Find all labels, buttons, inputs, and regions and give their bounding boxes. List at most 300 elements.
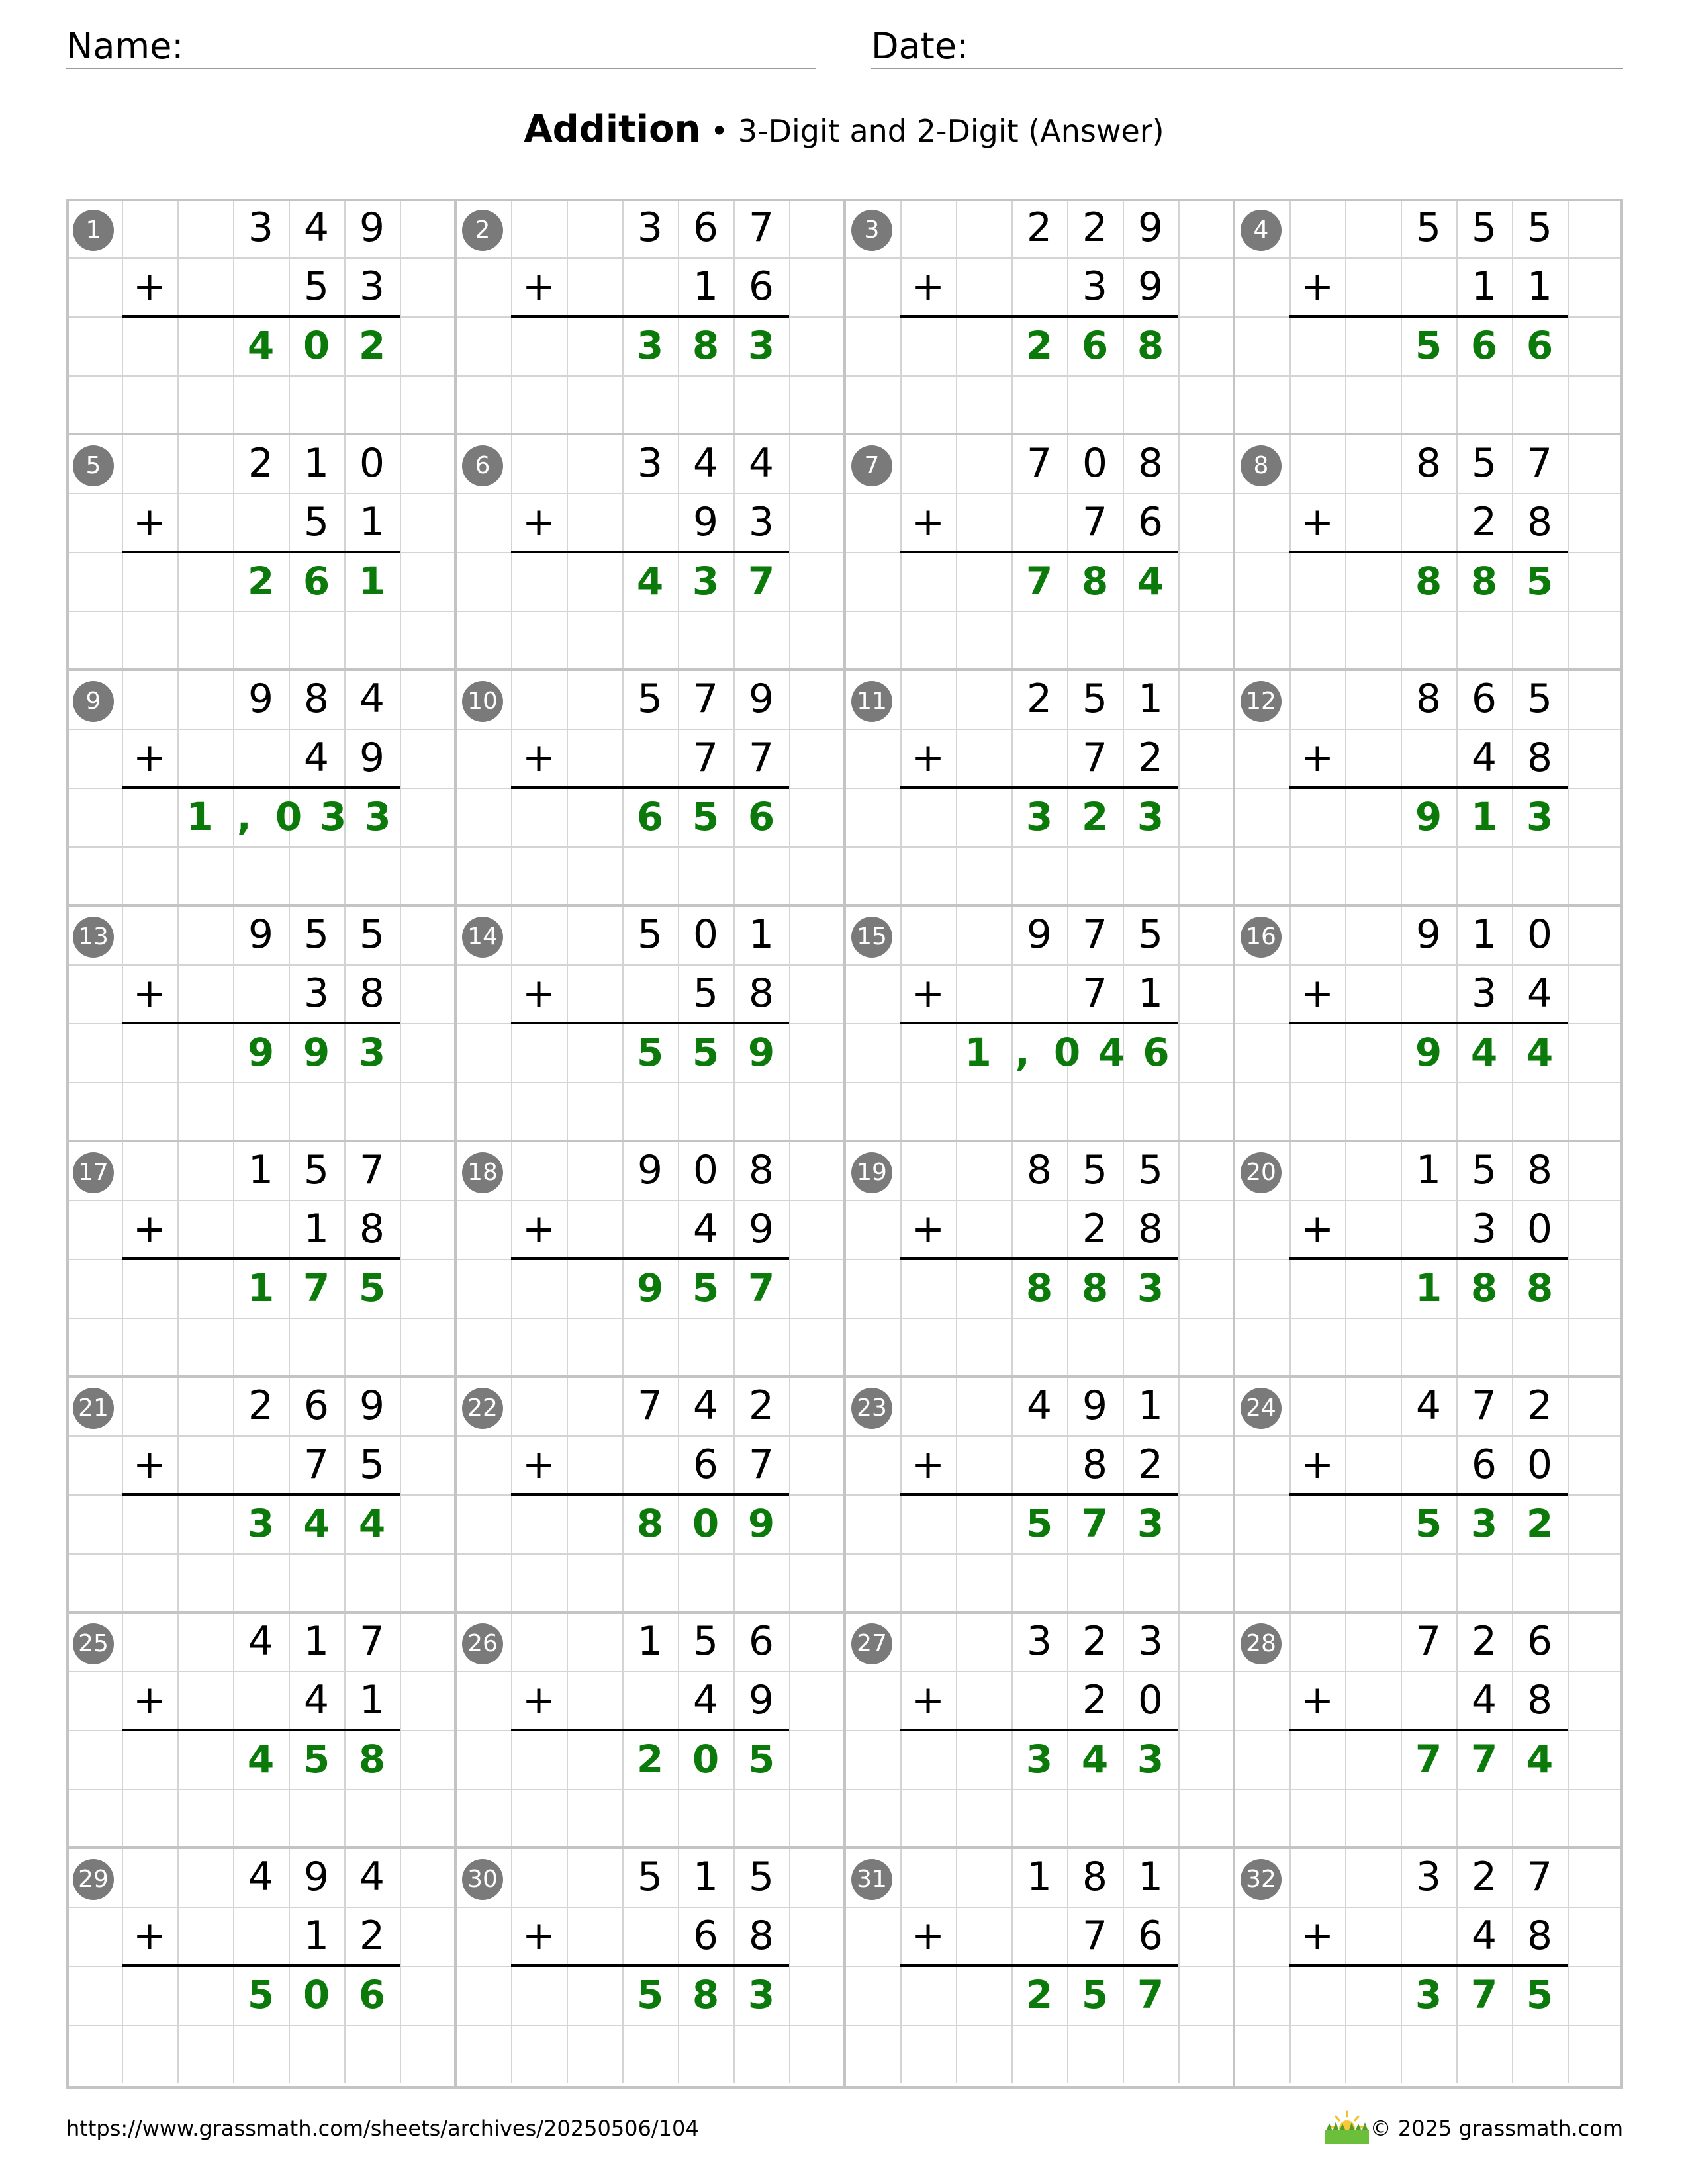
digit: 7: [747, 1265, 775, 1310]
plus-sign: +: [1300, 1441, 1335, 1488]
digit: 8: [1026, 1147, 1053, 1193]
addend-top: [567, 1612, 789, 1671]
digit: 2: [248, 1383, 274, 1429]
digit: 5: [1082, 1147, 1108, 1193]
problem-16: [1234, 905, 1623, 1141]
digit: 8: [748, 1147, 774, 1193]
addend-bottom: [1345, 964, 1568, 1023]
digit: ,: [236, 794, 252, 839]
addend-top: [1345, 1848, 1568, 1907]
digit: 1: [248, 1147, 274, 1193]
addend-top: [567, 670, 789, 729]
digit: 5: [303, 911, 330, 958]
digit: 3: [1471, 970, 1497, 1017]
digit: 9: [1137, 263, 1164, 310]
digit: 5: [636, 1030, 664, 1075]
plus-sign: +: [132, 1677, 167, 1723]
answer: [1345, 316, 1568, 375]
digit: 1: [303, 1206, 330, 1252]
digit: 7: [1082, 735, 1108, 781]
digit: 9: [747, 1501, 775, 1546]
answer: [956, 552, 1178, 611]
digit: 6: [692, 205, 719, 251]
digit: 5: [303, 263, 330, 310]
digit: 8: [1081, 559, 1109, 604]
digit: 3: [1526, 794, 1554, 839]
digit: 4: [636, 559, 664, 604]
date-field[interactable]: [871, 24, 1623, 69]
digit: 4: [1415, 1383, 1442, 1429]
digit: 5: [1415, 1501, 1442, 1546]
plus-sign: +: [132, 263, 167, 310]
problem-number-badge: 5: [73, 445, 114, 486]
problem-grid: [66, 199, 1623, 2089]
digit: 7: [1415, 1737, 1442, 1782]
addend-bottom: [177, 493, 400, 552]
digit: 4: [247, 1737, 275, 1782]
addend-bottom: [177, 729, 400, 788]
title-subtitle: • 3-Digit and 2-Digit (Answer): [710, 113, 1164, 149]
digit: 3: [1025, 1737, 1053, 1782]
problem-number-badge: 14: [462, 917, 503, 958]
plus-sign: +: [1300, 1677, 1335, 1723]
digit: 7: [1081, 1501, 1109, 1546]
digit: 0: [1526, 1206, 1553, 1252]
digit: 2: [748, 1383, 774, 1429]
digit: 5: [247, 1972, 275, 2017]
digit: 2: [1471, 1854, 1497, 1900]
digit: 3: [692, 559, 720, 604]
digit: 1: [1137, 676, 1164, 722]
answer: [177, 316, 400, 375]
addend-bottom: [1345, 1907, 1568, 1966]
digit: 3: [359, 263, 385, 310]
answer: [1345, 1023, 1568, 1082]
digit: 9: [637, 1147, 663, 1193]
digit: 6: [636, 794, 664, 839]
digit: 5: [1415, 323, 1442, 368]
digit: 3: [248, 205, 274, 251]
grass-sun-logo-icon: [1324, 2109, 1370, 2146]
answer: [567, 552, 789, 611]
plus-sign: +: [132, 970, 167, 1017]
digit: 7: [748, 205, 774, 251]
digit: 9: [1137, 205, 1164, 251]
digit: 7: [1471, 1383, 1497, 1429]
answer: [567, 1259, 789, 1318]
addend-bottom: [567, 1200, 789, 1259]
digit: 6: [1137, 1913, 1164, 1959]
digit: 1: [1471, 263, 1497, 310]
problem-22: [455, 1377, 845, 1612]
name-field[interactable]: [66, 24, 816, 69]
answer: [177, 1494, 400, 1553]
digit: 8: [1526, 735, 1553, 781]
problem-14: [455, 905, 845, 1141]
digit: 4: [248, 1854, 274, 1900]
addend-top: [1345, 905, 1568, 964]
digit: 6: [303, 559, 330, 604]
digit: 4: [1526, 1030, 1554, 1075]
addend-bottom: [177, 257, 400, 316]
digit: 1: [1415, 1265, 1442, 1310]
digit: 9: [248, 911, 274, 958]
digit: 3: [1471, 1206, 1497, 1252]
addend-bottom: [1345, 1200, 1568, 1259]
addend-bottom: [956, 493, 1178, 552]
digit: 5: [1082, 676, 1108, 722]
addend-top: [177, 434, 400, 493]
addend-bottom: [177, 1200, 400, 1259]
digit: 1: [1415, 1147, 1442, 1193]
digit: 4: [247, 323, 275, 368]
digit: 7: [1082, 911, 1108, 958]
problem-20: [1234, 1141, 1623, 1377]
digit: 5: [1137, 911, 1164, 958]
digit: 2: [1026, 205, 1053, 251]
digit: 4: [1526, 1737, 1554, 1782]
digit: 2: [1081, 794, 1109, 839]
addend-bottom: [567, 729, 789, 788]
digit: 0: [1082, 440, 1108, 486]
digit: 3: [1082, 263, 1108, 310]
problem-25: [66, 1612, 455, 1848]
digit: 1: [1471, 911, 1497, 958]
digit: 3: [364, 794, 391, 839]
problem-number-badge: 23: [851, 1388, 892, 1429]
answer: [177, 788, 400, 846]
digit: 4: [303, 1501, 330, 1546]
problem-number-badge: 25: [73, 1623, 114, 1664]
digit: 9: [1082, 1383, 1108, 1429]
digit: 7: [692, 676, 719, 722]
digit: 7: [1082, 970, 1108, 1017]
digit: 5: [1415, 205, 1442, 251]
answer: [177, 1730, 400, 1789]
digit: 2: [1471, 499, 1497, 545]
problem-number-badge: 30: [462, 1859, 503, 1900]
problem-number-badge: 11: [851, 681, 892, 722]
digit: 5: [1471, 1147, 1497, 1193]
plus-sign: +: [1300, 263, 1335, 310]
digit: 5: [359, 911, 385, 958]
addend-bottom: [1345, 493, 1568, 552]
digit: 2: [1526, 1501, 1554, 1546]
answer: [567, 1494, 789, 1553]
digit: 4: [303, 205, 330, 251]
problem-30: [455, 1848, 845, 2083]
digit: 9: [303, 1030, 330, 1075]
digit: 3: [747, 323, 775, 368]
digit: 5: [1471, 205, 1497, 251]
answer: [956, 1966, 1178, 2025]
answer: [956, 1730, 1178, 1789]
digit: 5: [692, 794, 720, 839]
problem-31: [845, 1848, 1234, 2083]
answer: [1345, 788, 1568, 846]
problem-number-badge: 29: [73, 1859, 114, 1900]
digit: 5: [1471, 440, 1497, 486]
problem-number-badge: 15: [851, 917, 892, 958]
addend-bottom: [956, 1435, 1178, 1494]
addend-bottom: [956, 1671, 1178, 1730]
digit: 9: [1415, 911, 1442, 958]
answer: [177, 1966, 400, 2025]
digit: 8: [1137, 323, 1164, 368]
addend-top: [177, 1377, 400, 1435]
digit: 6: [1137, 499, 1164, 545]
digit: 3: [1026, 1618, 1053, 1664]
digit: 7: [1137, 1972, 1164, 2017]
digit: 8: [359, 1206, 385, 1252]
digit: 5: [1137, 1147, 1164, 1193]
plus-sign: +: [132, 1913, 167, 1959]
digit: 7: [692, 735, 719, 781]
addend-bottom: [567, 1907, 789, 1966]
digit: 6: [358, 1972, 386, 2017]
name-line: [66, 68, 816, 69]
addend-top: [177, 905, 400, 964]
addend-bottom: [1345, 257, 1568, 316]
digit: 6: [1081, 323, 1109, 368]
problem-26: [455, 1612, 845, 1848]
answer: [1345, 1259, 1568, 1318]
problem-number-badge: 10: [462, 681, 503, 722]
problem-number-badge: 13: [73, 917, 114, 958]
digit: 7: [1026, 440, 1053, 486]
answer: [956, 1494, 1178, 1553]
plus-sign: +: [1300, 735, 1335, 781]
digit: 3: [748, 499, 774, 545]
digit: 3: [303, 970, 330, 1017]
answer: [177, 1259, 400, 1318]
digit: 4: [1081, 1737, 1109, 1782]
digit: 9: [1415, 1030, 1442, 1075]
digit: 4: [1471, 735, 1497, 781]
digit: 9: [1415, 794, 1442, 839]
problem-number-badge: 12: [1241, 681, 1282, 722]
digit: 6: [303, 1383, 330, 1429]
digit: 6: [1470, 323, 1498, 368]
digit: 3: [358, 1030, 386, 1075]
digit: 4: [692, 1677, 719, 1723]
digit: 3: [1137, 1618, 1164, 1664]
problem-10: [455, 670, 845, 905]
digit: 8: [1082, 1854, 1108, 1900]
problem-number-badge: 17: [73, 1152, 114, 1193]
addend-bottom: [956, 1907, 1178, 1966]
plus-sign: +: [1300, 499, 1335, 545]
digit: 5: [747, 1737, 775, 1782]
digit: 0: [692, 1501, 720, 1546]
digit: 1: [1526, 263, 1553, 310]
digit: 4: [1137, 559, 1164, 604]
problem-2: [455, 199, 845, 434]
digit: 8: [1526, 1677, 1553, 1723]
digit: 8: [1137, 1206, 1164, 1252]
plus-sign: +: [911, 735, 945, 781]
digit: 9: [636, 1265, 664, 1310]
answer: [956, 316, 1178, 375]
problem-18: [455, 1141, 845, 1377]
digit: 7: [1526, 1854, 1553, 1900]
digit: 9: [247, 1030, 275, 1075]
digit: 5: [1025, 1501, 1053, 1546]
problem-28: [1234, 1612, 1623, 1848]
addend-bottom: [567, 1671, 789, 1730]
digit: 4: [1471, 1677, 1497, 1723]
addend-top: [177, 1848, 400, 1907]
plus-sign: +: [522, 263, 556, 310]
problem-17: [66, 1141, 455, 1377]
digit: 9: [359, 735, 385, 781]
digit: 2: [1471, 1618, 1497, 1664]
digit: 2: [1082, 1618, 1108, 1664]
digit: 4: [358, 1501, 386, 1546]
addend-top: [1345, 199, 1568, 257]
digit: 5: [637, 676, 663, 722]
digit: 5: [748, 1854, 774, 1900]
digit: 3: [747, 1972, 775, 2017]
digit: 0: [359, 440, 385, 486]
addend-bottom: [177, 1907, 400, 1966]
digit: 8: [748, 1913, 774, 1959]
plus-sign: +: [911, 1677, 945, 1723]
digit: 9: [747, 1030, 775, 1075]
digit: 5: [692, 970, 719, 1017]
digit: 0: [1137, 1677, 1164, 1723]
addend-top: [1345, 1377, 1568, 1435]
addend-top: [177, 1612, 400, 1671]
digit: 3: [637, 205, 663, 251]
addend-top: [567, 1848, 789, 1907]
addend-top: [956, 199, 1178, 257]
problem-number-badge: 32: [1241, 1859, 1282, 1900]
digit: 3: [1025, 794, 1053, 839]
digit: 1: [359, 1677, 385, 1723]
answer: [567, 1730, 789, 1789]
digit: 3: [1137, 794, 1164, 839]
digit: 1: [358, 559, 386, 604]
digit: 2: [1026, 676, 1053, 722]
plus-sign: +: [1300, 1206, 1335, 1252]
plus-sign: +: [911, 970, 945, 1017]
answer: [1345, 1730, 1568, 1789]
addend-top: [567, 905, 789, 964]
digit: 0: [1526, 1441, 1553, 1488]
digit: 8: [359, 970, 385, 1017]
plus-sign: +: [132, 1206, 167, 1252]
problem-23: [845, 1377, 1234, 1612]
addend-bottom: [956, 729, 1178, 788]
digit: 7: [359, 1618, 385, 1664]
digit: 7: [1470, 1737, 1498, 1782]
digit: 5: [692, 1265, 720, 1310]
addend-top: [567, 434, 789, 493]
digit: 6: [747, 794, 775, 839]
digit: 5: [1526, 1972, 1554, 2017]
digit: 6: [748, 263, 774, 310]
title-main: Addition: [524, 108, 701, 151]
digit: 4: [1471, 1913, 1497, 1959]
problem-number-badge: 27: [851, 1623, 892, 1664]
digit: 5: [1526, 205, 1553, 251]
digit: 2: [1082, 1677, 1108, 1723]
digit: 3: [1415, 1854, 1442, 1900]
digit: 2: [1526, 1383, 1553, 1429]
digit: 5: [1081, 1972, 1109, 2017]
digit: 5: [692, 1618, 719, 1664]
digit: 7: [359, 1147, 385, 1193]
addend-bottom: [567, 257, 789, 316]
answer: [567, 1023, 789, 1082]
plus-sign: +: [522, 970, 556, 1017]
problem-12: [1234, 670, 1623, 905]
problem-21: [66, 1377, 455, 1612]
problem-number-badge: 8: [1241, 445, 1282, 486]
digit: 1: [303, 440, 330, 486]
digit: 6: [692, 1441, 719, 1488]
digit: 2: [358, 323, 386, 368]
digit: 2: [1025, 1972, 1053, 2017]
digit: 8: [358, 1737, 386, 1782]
digit: 1: [748, 911, 774, 958]
plus-sign: +: [522, 735, 556, 781]
digit: 4: [692, 440, 719, 486]
digit: 9: [359, 1383, 385, 1429]
digit: 6: [1526, 1618, 1553, 1664]
name-label: Name:: [66, 25, 184, 67]
digit: 7: [1082, 1913, 1108, 1959]
addend-top: [956, 670, 1178, 729]
answer: [177, 1023, 400, 1082]
digit: 8: [1415, 676, 1442, 722]
problem-number-badge: 28: [1241, 1623, 1282, 1664]
digit: 1: [303, 1913, 330, 1959]
digit: ,: [1015, 1030, 1030, 1075]
addend-top: [177, 670, 400, 729]
digit: 7: [1025, 559, 1053, 604]
problem-number-badge: 20: [1241, 1152, 1282, 1193]
digit: 1: [1470, 794, 1498, 839]
digit: 8: [1415, 559, 1442, 604]
addend-top: [956, 1612, 1178, 1671]
problem-32: [1234, 1848, 1623, 2083]
digit: 1: [303, 1618, 330, 1664]
digit: 1: [1137, 1854, 1164, 1900]
digit: 5: [358, 1265, 386, 1310]
digit: 8: [303, 676, 330, 722]
date-line: [871, 68, 1623, 69]
digit: 5: [359, 1441, 385, 1488]
addend-top: [567, 1377, 789, 1435]
plus-sign: +: [522, 1441, 556, 1488]
problem-number-badge: 16: [1241, 917, 1282, 958]
problem-number-badge: 24: [1241, 1388, 1282, 1429]
digit: 4: [359, 1854, 385, 1900]
problem-number-badge: 21: [73, 1388, 114, 1429]
digit: 4: [1026, 1383, 1053, 1429]
problem-6: [455, 434, 845, 670]
digit: 3: [636, 323, 664, 368]
answer: [567, 316, 789, 375]
plus-sign: +: [522, 1206, 556, 1252]
digit: 2: [1082, 205, 1108, 251]
problem-5: [66, 434, 455, 670]
answer: [956, 788, 1178, 846]
addend-bottom: [956, 1200, 1178, 1259]
problem-11: [845, 670, 1234, 905]
